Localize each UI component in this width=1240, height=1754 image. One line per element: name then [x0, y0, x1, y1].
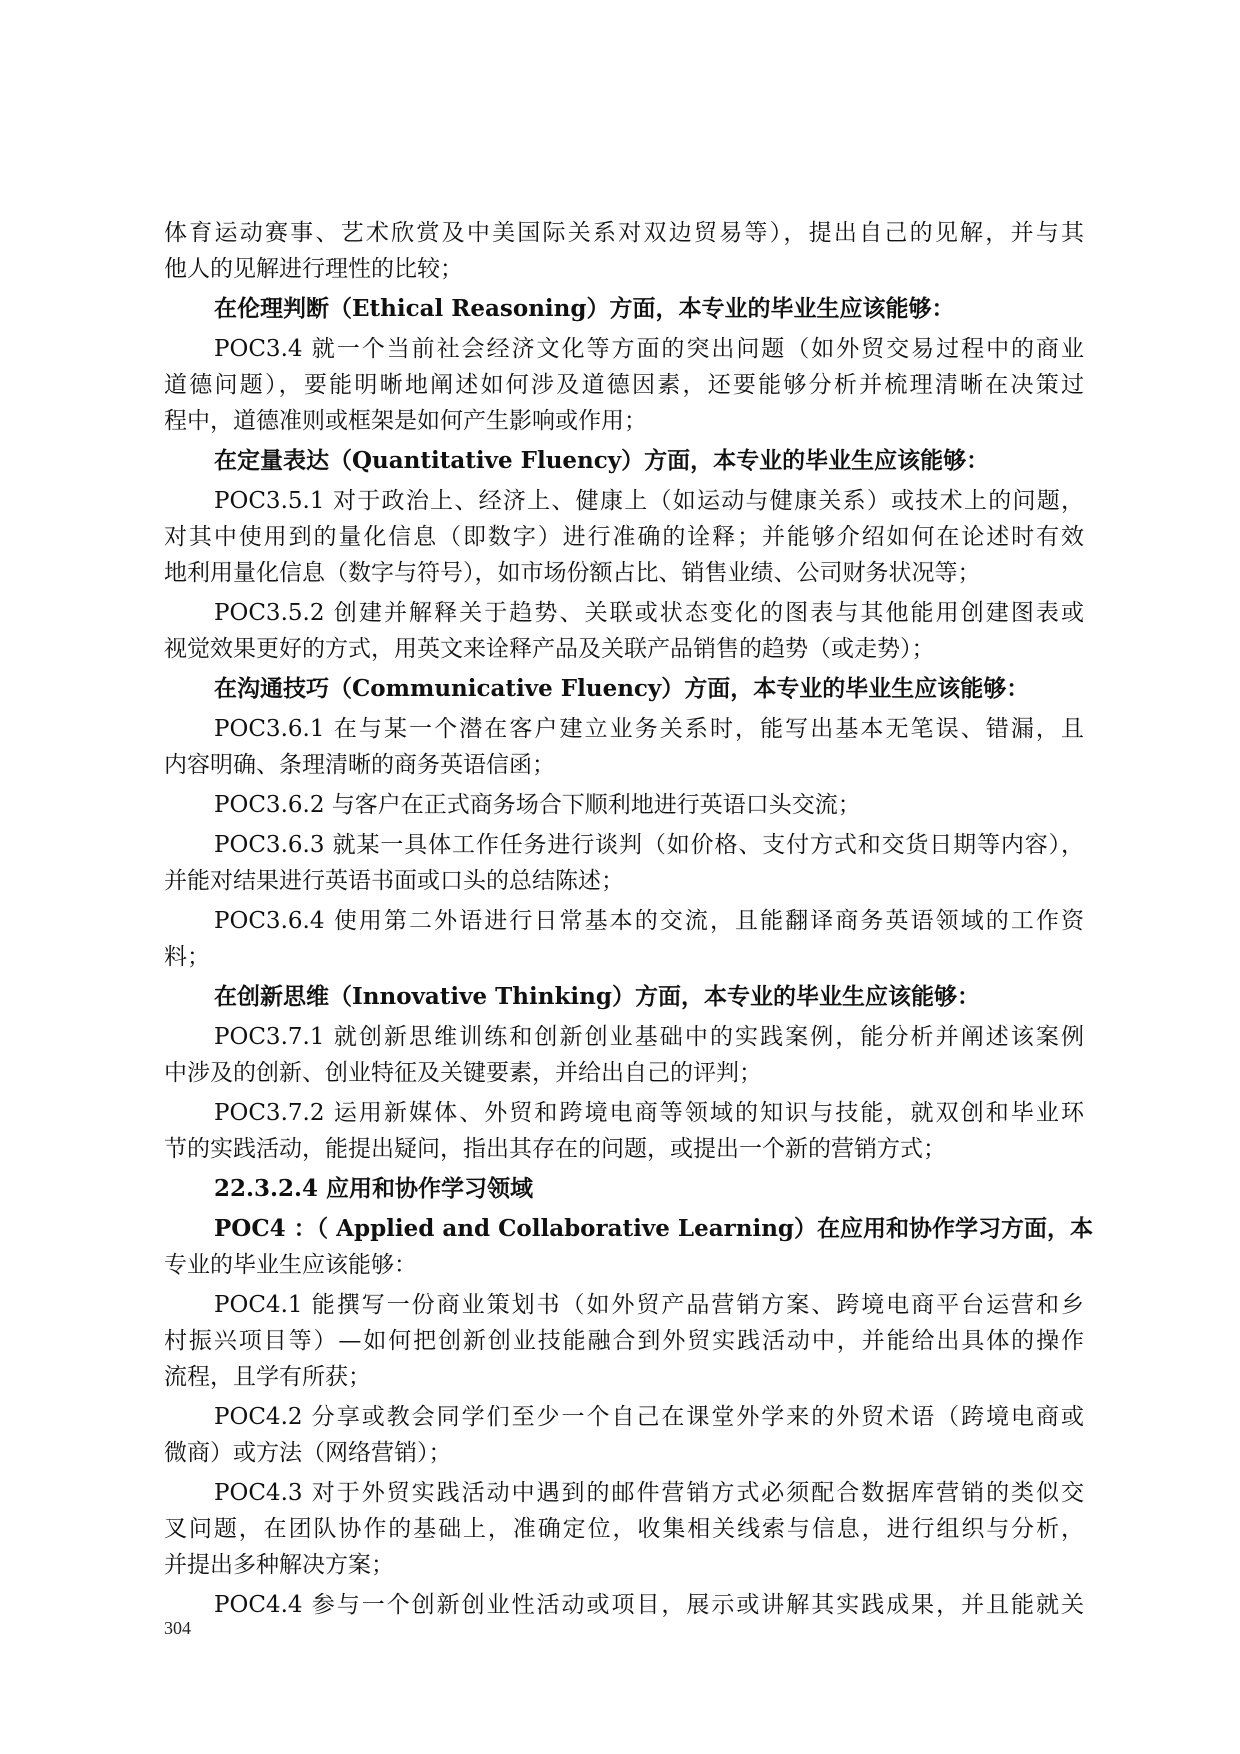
text-line: 专业的毕业生应该能够： — [164, 1252, 417, 1278]
text-line: POC3.5.2 创建并解释关于趋势、关联或状态变化的图表与其他能用创建图表或 — [214, 600, 1084, 626]
text-line: 对其中使用到的量化信息（即数字）进行准确的诠释；并能够介绍如何在论述时有效 — [164, 524, 1084, 550]
text-line: 并提出多种解决方案； — [164, 1552, 394, 1578]
section-heading-communicative-fluency: 在沟通技巧（Communicative Fluency）方面，本专业的毕业生应该能够： — [214, 675, 1030, 702]
section-heading-innovative-thinking: 在创新思维（Innovative Thinking）方面，本专业的毕业生应该能够： — [214, 983, 980, 1010]
text-line: 叉问题，在团队协作的基础上，准确定位，收集相关线索与信息，进行组织与分析， — [164, 1516, 1084, 1542]
text-line: 体育运动赛事、艺术欣赏及中美国际关系对双边贸易等），提出自己的见解，并与其 — [164, 220, 1084, 246]
text-line: 微商）或方法（网络营销）； — [164, 1440, 452, 1466]
text-line: POC4.2 分享或教会同学们至少一个自己在课堂外学来的外贸术语（跨境电商或 — [214, 1404, 1084, 1430]
text-line: 节的实践活动，能提出疑问，指出其存在的问题，或提出一个新的营销方式； — [164, 1136, 946, 1162]
text-line: POC3.4 就一个当前社会经济文化等方面的突出问题（如外贸交易过程中的商业 — [214, 336, 1084, 362]
section-heading-ethical-reasoning: 在伦理判断（Ethical Reasoning）方面，本专业的毕业生应该能够： — [214, 295, 955, 322]
text-line: POC4.3 对于外贸实践活动中遇到的邮件营销方式必须配合数据库营销的类似交 — [214, 1480, 1084, 1506]
text-line: POC3.5.1 对于政治上、经济上、健康上（如运动与健康关系）或技术上的问题， — [214, 488, 1084, 514]
text-line: POC3.6.4 使用第二外语进行日常基本的交流，且能翻译商务英语领域的工作资 — [214, 908, 1084, 934]
page-number: 304 — [164, 1618, 191, 1638]
text-line: 地利用量化信息（数字与符号），如市场份额占比、销售业绩、公司财务状况等； — [164, 560, 981, 586]
text-line: POC3.6.1 在与某一个潜在客户建立业务关系时，能写出基本无笔误、错漏，且 — [214, 716, 1084, 742]
text-line: 并能对结果进行英语书面或口头的总结陈述； — [164, 868, 624, 894]
section-heading-22-3-2-4: 22.3.2.4 应用和协作学习领域 — [214, 1175, 534, 1202]
text-line: POC3.6.3 就某一具体工作任务进行谈判（如价格、支付方式和交货日期等内容）， — [214, 832, 1084, 858]
text-line: 中涉及的创新、创业特征及关键要素，并给出自己的评判； — [164, 1060, 762, 1086]
section-heading-poc4: POC4 ：（ Applied and Collaborative Learning）在应用和协作学习方面，本 — [214, 1215, 1093, 1242]
text-line: 料； — [164, 944, 210, 970]
text-line: 村振兴项目等）—如何把创新创业技能融合到外贸实践活动中，并能给出具体的操作 — [164, 1328, 1084, 1354]
text-line: POC3.6.2 与客户在正式商务场合下顺利地进行英语口头交流； — [214, 792, 861, 818]
text-line: 程中，道德准则或框架是如何产生影响或作用； — [164, 408, 647, 434]
text-line: POC4.1 能撰写一份商业策划书（如外贸产品营销方案、跨境电商平台运营和乡 — [214, 1292, 1084, 1318]
text-line: POC3.7.2 运用新媒体、外贸和跨境电商等领域的知识与技能，就双创和毕业环 — [214, 1100, 1084, 1126]
text-line: 道德问题），要能明晰地阐述如何涉及道德因素，还要能够分析并梳理清晰在决策过 — [164, 372, 1084, 398]
text-line: POC3.7.1 就创新思维训练和创新创业基础中的实践案例，能分析并阐述该案例 — [214, 1024, 1084, 1050]
text-line: 内容明确、条理清晰的商务英语信函； — [164, 752, 555, 778]
text-line: 视觉效果更好的方式，用英文来诠释产品及关联产品销售的趋势（或走势）； — [164, 636, 935, 662]
text-line: POC4.4 参与一个创新创业性活动或项目，展示或讲解其实践成果，并且能就关 — [214, 1592, 1084, 1618]
document-body — [164, 215, 1093, 1623]
section-heading-quantitative-fluency: 在定量表达（Quantitative Fluency）方面，本专业的毕业生应该能够： — [214, 447, 990, 474]
text-line: 流程，且学有所获； — [164, 1364, 371, 1390]
text-line: 他人的见解进行理性的比较； — [164, 256, 463, 282]
